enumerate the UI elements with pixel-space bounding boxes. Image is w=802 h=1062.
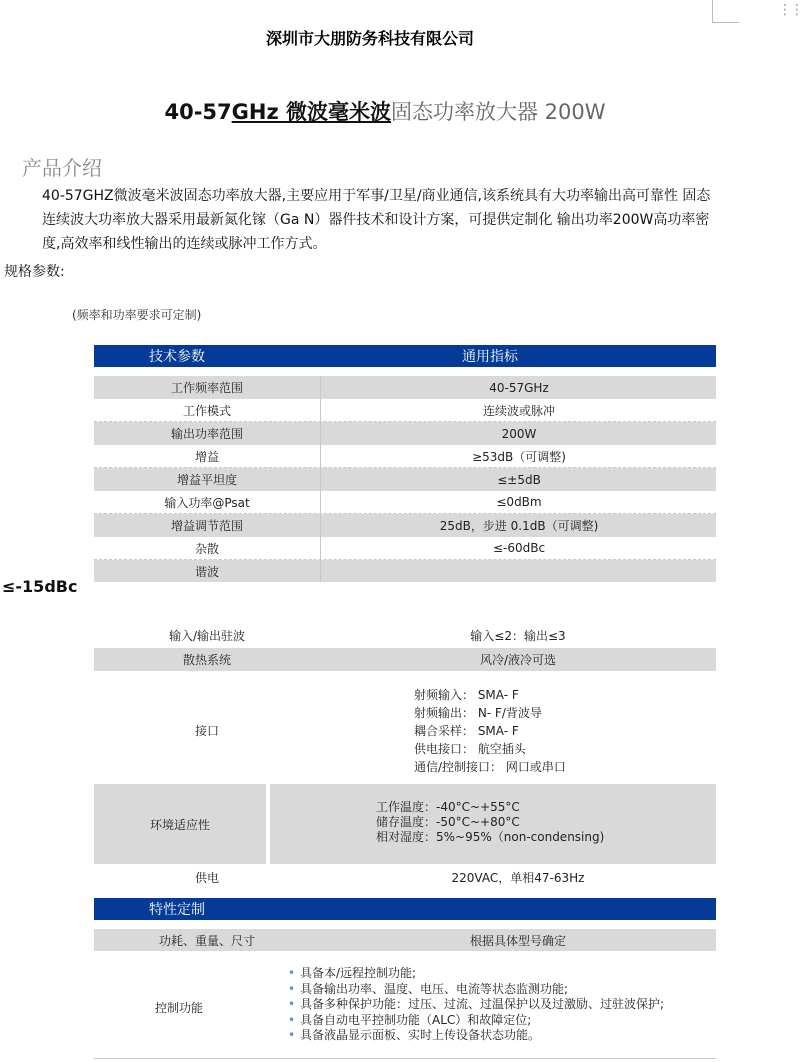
- row-value: 根据具体型号确定: [469, 933, 566, 948]
- page-corner-mark: [712, 0, 739, 23]
- row-label: 杂散: [194, 541, 219, 556]
- bullet-icon: •: [288, 981, 296, 996]
- row-value: ≥53dB（可调整): [320, 445, 717, 467]
- title-part-1: 40-57: [164, 100, 232, 124]
- env-line: 工作温度：-40°C~+55°C: [376, 800, 520, 814]
- table-row: [94, 648, 716, 671]
- more-options-icon[interactable]: ⋮⋮: [778, 2, 802, 18]
- harmonic-value: ≤-15dBc: [2, 577, 78, 596]
- row-value: 220VAC，单相47-63Hz: [451, 870, 585, 885]
- row-value: 风冷/液冷可选: [479, 653, 557, 667]
- intro-heading: 产品介绍: [22, 156, 102, 180]
- row-label: 散热系统: [182, 653, 231, 667]
- row-label: 输出功率范围: [170, 427, 243, 441]
- interface-list: [414, 686, 566, 776]
- row-label: 输入功率@Psat: [164, 495, 250, 510]
- row-value: 200W: [320, 422, 717, 445]
- table-row: [94, 445, 716, 468]
- interface-line: 射频输出： N- F/背波导: [414, 706, 542, 720]
- list-item: • 具备自动电平控制功能（ALC）和故障定位;: [288, 1012, 532, 1027]
- env-label: 环境适应性: [94, 784, 266, 864]
- list-item: • 具备本/远程控制功能;: [288, 966, 417, 980]
- custom-header: [94, 898, 716, 920]
- header-col-spec: 通用指标: [462, 349, 518, 365]
- list-item: • 具备输出功率、温度、电压、电流等状态监测功能;: [288, 981, 569, 996]
- table-row: [94, 514, 716, 537]
- env-line: 相对湿度：5%~95%（non-condensing): [376, 830, 605, 844]
- custom-header-label: 特性定制: [149, 902, 205, 918]
- interface-line: 射频输入： SMA- F: [414, 688, 519, 702]
- row-value: 输入≤2：输出≤3: [470, 628, 566, 643]
- header-col-param: 技术参数: [149, 349, 205, 365]
- spec-heading: 规格参数:: [4, 264, 65, 280]
- row-value: ≤-60dBc: [320, 537, 717, 559]
- row-label: 供电: [194, 870, 219, 885]
- table-row: [94, 468, 716, 491]
- company-name: 深圳市大朋防务科技有限公司: [265, 29, 474, 48]
- intro-text: 40-57GHZ微波毫米波固态功率放大器,主要应用于军事/卫星/商业通信,该系统具有大功率输出高可靠性 固态连续波大功率放大器采用最新氮化镓（Ga N）器件技术和设计方案，可提供定制化 输出功率200W高功率密度,高效率和线性输出的连续或脉冲工作方式。: [42, 188, 711, 252]
- row-label: 工作频率范围: [170, 381, 243, 395]
- env-list: [376, 800, 604, 845]
- table-row: [94, 929, 716, 951]
- table-bottom-border: [94, 1058, 716, 1059]
- row-value: 连续波或脉冲: [320, 399, 717, 421]
- row-label: 增益平坦度: [176, 473, 237, 487]
- table-row: [94, 422, 716, 445]
- row-value: [320, 560, 717, 582]
- product-title: [0, 96, 770, 126]
- table-row: [94, 537, 716, 560]
- row-label: 工作模式: [182, 403, 231, 418]
- table-row: [94, 560, 716, 582]
- interface-line: 通信/控制接口： 网口或串口: [414, 760, 566, 774]
- row-label: 接口: [194, 723, 219, 738]
- bullet-icon: •: [288, 997, 296, 1011]
- row-label: 输入/输出驻波: [168, 628, 246, 643]
- row-value: 40-57GHz: [320, 376, 717, 399]
- bullet-icon: •: [288, 1012, 296, 1027]
- interface-line: 耦合采样： SMA- F: [414, 724, 519, 738]
- title-part-3: 固态功率放大器 200W: [391, 100, 606, 124]
- row-value: ≤±5dB: [320, 468, 717, 491]
- custom-note: (频率和功率要求可定制): [72, 308, 202, 322]
- row-label: 增益调节范围: [170, 519, 243, 533]
- table-row: [94, 624, 716, 646]
- table-header: [94, 345, 716, 367]
- row-label: 功耗、重量、尺寸: [158, 933, 255, 948]
- table-row: [94, 866, 716, 888]
- list-item: • 具备多种保护功能：过压、过流、过温保护以及过激励、过驻波保护;: [288, 997, 665, 1011]
- control-list: [288, 966, 664, 1044]
- table-row: [94, 376, 716, 399]
- row-label: 控制功能: [154, 1000, 203, 1015]
- row-label: 增益: [194, 449, 219, 464]
- row-value: ≤0dBm: [320, 491, 717, 513]
- bullet-icon: •: [288, 1028, 296, 1042]
- list-item: • 具备液晶显示面板、实时上传设备状态功能。: [288, 1028, 541, 1042]
- interface-line: 供电接口： 航空插头: [414, 742, 526, 756]
- bullet-icon: •: [288, 966, 296, 980]
- row-value: 25dB，步进 0.1dB（可调整): [320, 514, 717, 537]
- row-label: 谐波: [194, 564, 219, 579]
- title-part-2: GHz 微波毫米波: [231, 100, 391, 124]
- table-row: [94, 491, 716, 514]
- env-line: 储存温度：-50°C~+80°C: [376, 815, 520, 829]
- table-row-interface: [94, 680, 716, 780]
- table-row: [94, 399, 716, 422]
